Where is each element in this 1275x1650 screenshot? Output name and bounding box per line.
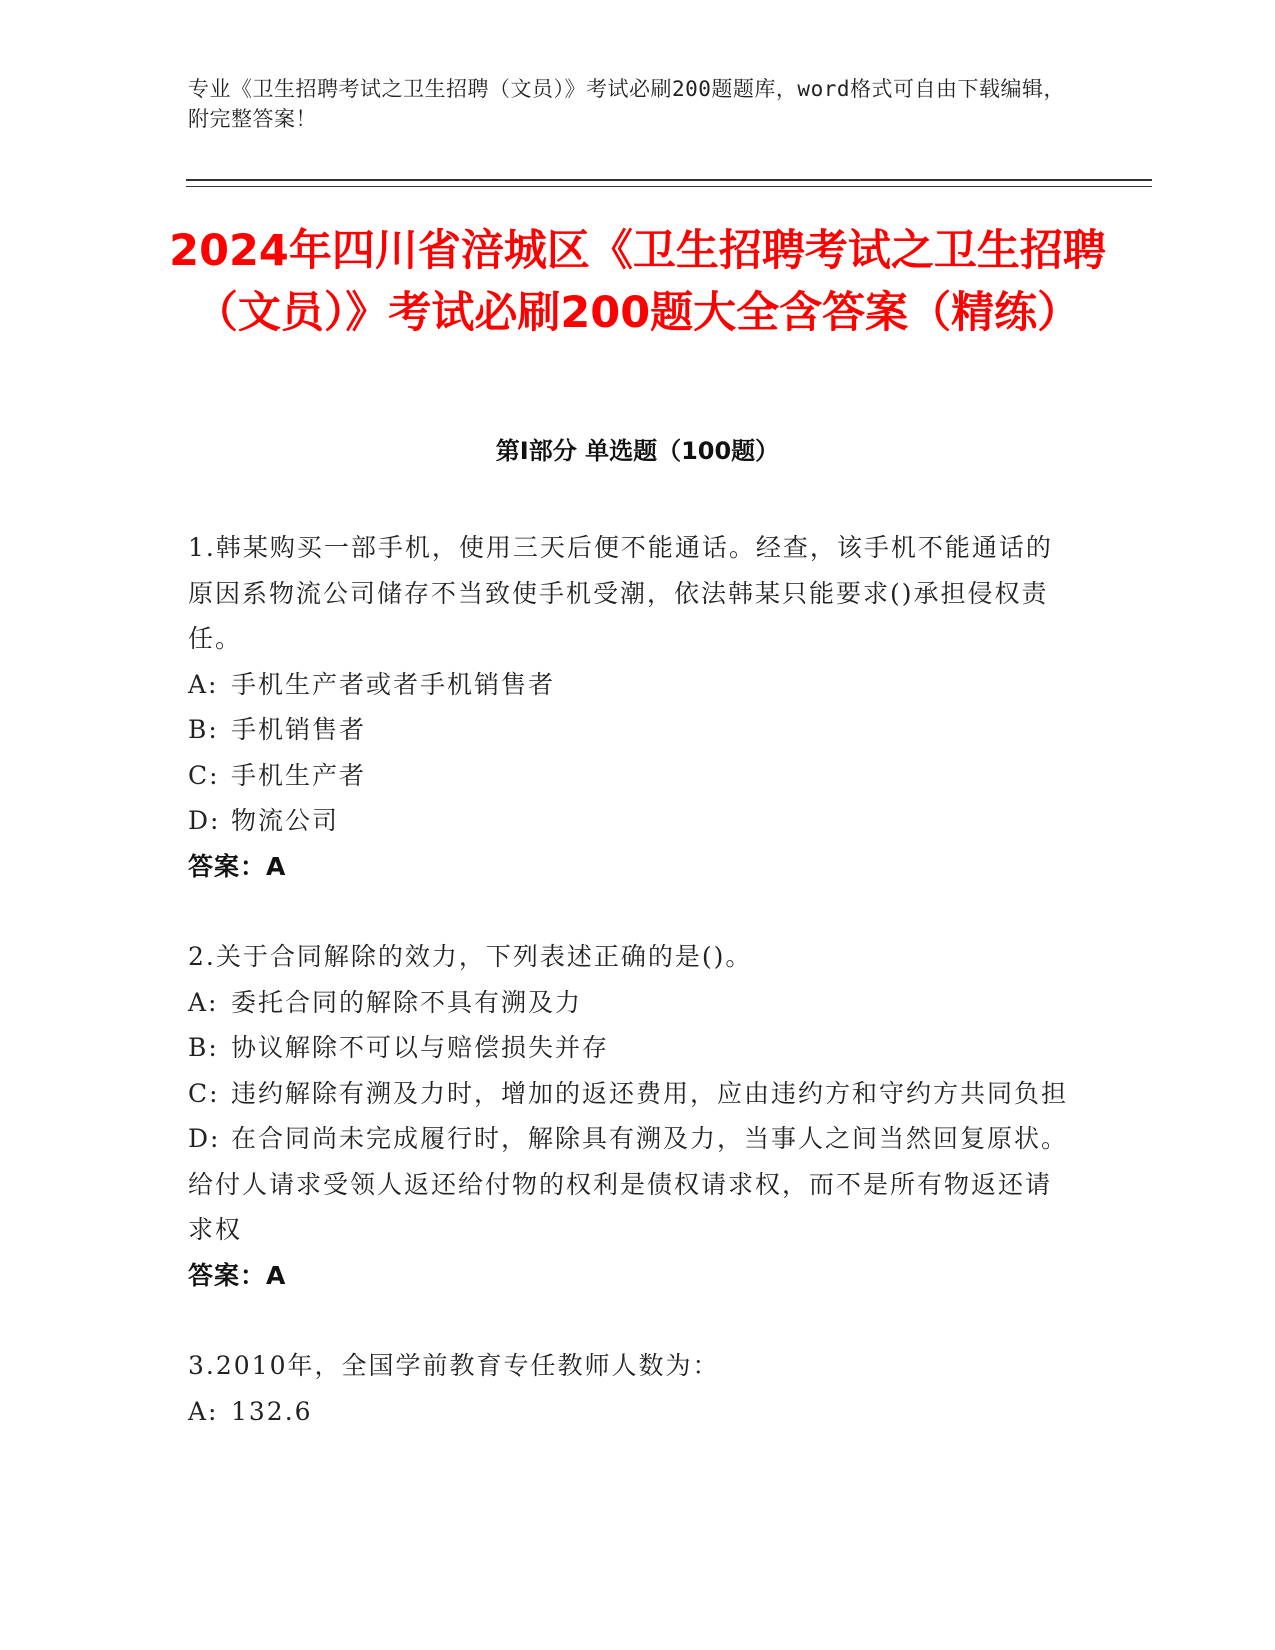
section-title: 第I部分 单选题（100题） — [495, 437, 780, 465]
option-key: D: — [188, 1124, 221, 1153]
question-option — [188, 662, 1068, 708]
question-option — [188, 798, 1068, 844]
option-text: 物流公司 — [231, 806, 340, 835]
option-key: C: — [188, 760, 220, 790]
option-text: 委托合同的解除不具有溯及力 — [231, 987, 583, 1017]
option-text: 手机销售者 — [231, 715, 367, 744]
question-list — [188, 525, 1068, 1479]
option-key: C: — [188, 1078, 220, 1108]
option-text: 手机生产者或者手机销售者 — [231, 669, 556, 699]
question-stem: 3.2010年，全国学前教育专任教师人数为： — [188, 1351, 720, 1380]
document-title: 2024年四川省涪城区《卫生招聘考试之卫生招聘（文员）》考试必刷200题大全含答案（精练） — [169, 226, 1106, 338]
question-option — [188, 1025, 1068, 1071]
question-stem: 2.关于合同解除的效力，下列表述正确的是()。 — [188, 942, 753, 971]
option-key: D: — [188, 806, 221, 835]
question-option — [188, 753, 1068, 799]
question-option — [188, 980, 1068, 1026]
option-text: 手机生产者 — [231, 760, 367, 790]
option-text: 违约解除有溯及力时，增加的返还费用，应由违约方和守约方共同负担 — [231, 1078, 1069, 1108]
question-answer: 答案：A — [188, 1260, 287, 1290]
option-key: A: — [188, 987, 219, 1017]
question-option — [188, 1116, 1068, 1253]
question-item — [188, 1343, 1068, 1434]
option-text: 在合同尚未完成履行时，解除具有溯及力，当事人之间当然回复原状。给付人请求受领人返还给付物的权利是债权请求权，而不是所有物返还请求权 — [188, 1124, 1069, 1244]
option-key: B: — [188, 1033, 219, 1062]
header-note: 专业《卫生招聘考试之卫生招聘（文员）》考试必刷200题题库，word格式可自由下载编辑，附完整答案！ — [188, 77, 1065, 131]
header-rule-thick — [186, 179, 1152, 181]
question-option — [188, 1071, 1068, 1117]
question-option — [188, 1389, 1068, 1435]
option-text: 协议解除不可以与赔偿损失并存 — [231, 1033, 610, 1062]
option-key: A: — [188, 1396, 219, 1426]
question-stem: 1.韩某购买一部手机，使用三天后便不能通话。经查，该手机不能通话的原因系物流公司储存不当致使手机受潮，依法韩某只能要求()承担侵权责任。 — [188, 533, 1053, 653]
question-option — [188, 707, 1068, 753]
question-item — [188, 934, 1068, 1298]
option-key: B: — [188, 715, 219, 744]
question-answer: 答案：A — [188, 851, 287, 881]
header-rule-thin — [186, 186, 1152, 187]
option-text: 132.6 — [231, 1396, 313, 1426]
option-key: A: — [188, 669, 219, 699]
question-item — [188, 525, 1068, 889]
